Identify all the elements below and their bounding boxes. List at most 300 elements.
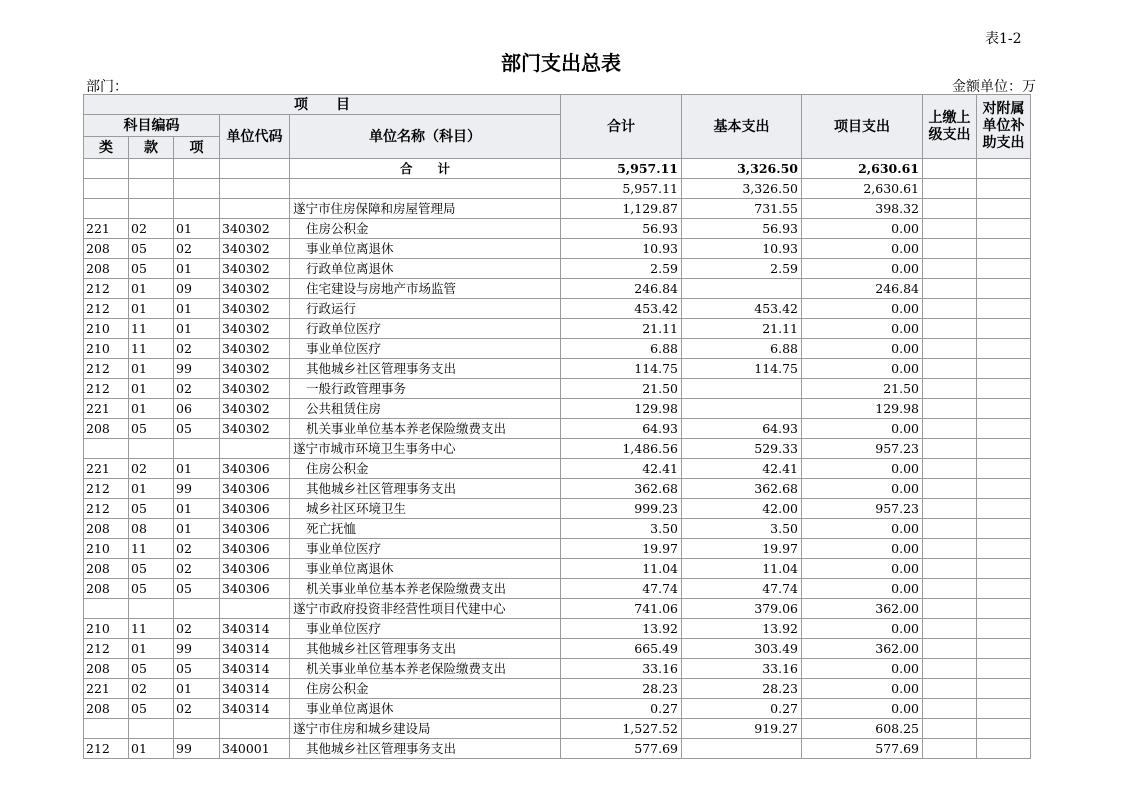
subsidy-cell xyxy=(977,299,1031,319)
unit-name-cell: 住房公积金 xyxy=(290,679,561,699)
class-cell: 212 xyxy=(84,359,129,379)
project-cell: 0.00 xyxy=(802,319,923,339)
basic-cell: 13.92 xyxy=(682,619,802,639)
basic-cell xyxy=(682,279,802,299)
section-cell: 11 xyxy=(129,339,174,359)
class-cell: 212 xyxy=(84,299,129,319)
table-row xyxy=(84,639,1031,659)
table-row xyxy=(84,339,1031,359)
project-cell: 0.00 xyxy=(802,679,923,699)
item-cell xyxy=(174,439,220,459)
item-cell: 99 xyxy=(174,739,220,759)
item-cell xyxy=(174,599,220,619)
subsidy-cell xyxy=(977,599,1031,619)
basic-cell: 6.88 xyxy=(682,339,802,359)
subsidy-cell xyxy=(977,259,1031,279)
project-cell: 0.00 xyxy=(802,559,923,579)
unit-code-cell: 340302 xyxy=(220,339,290,359)
class-cell xyxy=(84,599,129,619)
unit-name-cell: 事业单位离退休 xyxy=(290,559,561,579)
subsidy-cell xyxy=(977,219,1031,239)
class-cell: 208 xyxy=(84,259,129,279)
project-cell: 0.00 xyxy=(802,519,923,539)
header-subsidy: 对附属单位补助支出 xyxy=(977,95,1031,159)
upper-cell xyxy=(923,579,977,599)
total-cell: 129.98 xyxy=(561,399,682,419)
table-number: 表1-2 xyxy=(985,31,1022,47)
section-cell: 11 xyxy=(129,319,174,339)
basic-cell: 56.93 xyxy=(682,219,802,239)
total-cell: 999.23 xyxy=(561,499,682,519)
total-cell: 10.93 xyxy=(561,239,682,259)
unit-code-cell: 340302 xyxy=(220,359,290,379)
section-cell: 11 xyxy=(129,619,174,639)
upper-cell xyxy=(923,479,977,499)
unit-code-cell: 340306 xyxy=(220,539,290,559)
item-cell xyxy=(174,719,220,739)
section-cell xyxy=(129,439,174,459)
header-subject-code: 科目编码 xyxy=(84,115,220,137)
table-row xyxy=(84,539,1031,559)
unit-code-cell: 340001 xyxy=(220,739,290,759)
basic-cell: 731.55 xyxy=(682,199,802,219)
basic-cell: 3,326.50 xyxy=(682,179,802,199)
unit-code-cell xyxy=(220,599,290,619)
item-cell: 06 xyxy=(174,399,220,419)
unit-code-cell: 340302 xyxy=(220,259,290,279)
total-cell: 21.11 xyxy=(561,319,682,339)
section-cell: 01 xyxy=(129,359,174,379)
basic-cell: 21.11 xyxy=(682,319,802,339)
unit-code-cell: 340302 xyxy=(220,399,290,419)
total-cell: 362.68 xyxy=(561,479,682,499)
upper-cell xyxy=(923,459,977,479)
unit-code-cell: 340306 xyxy=(220,559,290,579)
section-cell: 05 xyxy=(129,659,174,679)
basic-cell: 362.68 xyxy=(682,479,802,499)
section-cell xyxy=(129,179,174,199)
upper-cell xyxy=(923,639,977,659)
basic-cell: 64.93 xyxy=(682,419,802,439)
project-cell: 0.00 xyxy=(802,339,923,359)
class-cell: 221 xyxy=(84,219,129,239)
upper-cell xyxy=(923,199,977,219)
header-section: 款 xyxy=(129,137,174,159)
total-cell: 64.93 xyxy=(561,419,682,439)
unit-code-cell: 340314 xyxy=(220,639,290,659)
subsidy-cell xyxy=(977,199,1031,219)
class-cell: 212 xyxy=(84,279,129,299)
subsidy-cell xyxy=(977,339,1031,359)
subsidy-cell xyxy=(977,179,1031,199)
project-cell: 0.00 xyxy=(802,479,923,499)
project-cell: 577.69 xyxy=(802,739,923,759)
unit-name-cell: 机关事业单位基本养老保险缴费支出 xyxy=(290,659,561,679)
section-cell: 02 xyxy=(129,459,174,479)
unit-subtotal-row xyxy=(84,439,1031,459)
class-cell: 208 xyxy=(84,559,129,579)
class-cell: 221 xyxy=(84,679,129,699)
project-cell: 957.23 xyxy=(802,439,923,459)
header-class: 类 xyxy=(84,137,129,159)
basic-cell: 28.23 xyxy=(682,679,802,699)
header-item-col: 项 xyxy=(174,137,220,159)
upper-cell xyxy=(923,239,977,259)
section-cell: 02 xyxy=(129,679,174,699)
basic-cell: 2.59 xyxy=(682,259,802,279)
class-cell: 212 xyxy=(84,499,129,519)
project-cell: 0.00 xyxy=(802,659,923,679)
upper-cell xyxy=(923,179,977,199)
unit-subtotal-row xyxy=(84,719,1031,739)
unit-code-cell: 340306 xyxy=(220,499,290,519)
table-row xyxy=(84,239,1031,259)
basic-cell: 47.74 xyxy=(682,579,802,599)
class-cell: 210 xyxy=(84,619,129,639)
table-row xyxy=(84,679,1031,699)
unit-name-cell: 事业单位离退休 xyxy=(290,699,561,719)
class-cell: 208 xyxy=(84,659,129,679)
basic-cell xyxy=(682,739,802,759)
upper-cell xyxy=(923,259,977,279)
basic-cell xyxy=(682,399,802,419)
project-cell: 0.00 xyxy=(802,219,923,239)
section-cell: 05 xyxy=(129,559,174,579)
class-cell xyxy=(84,179,129,199)
total-cell: 47.74 xyxy=(561,579,682,599)
table-row xyxy=(84,399,1031,419)
class-cell: 212 xyxy=(84,639,129,659)
table-cell xyxy=(129,159,174,179)
class-cell: 208 xyxy=(84,419,129,439)
unit-name-cell: 遂宁市住房保障和房屋管理局 xyxy=(290,199,561,219)
subsidy-cell xyxy=(977,459,1031,479)
item-cell: 05 xyxy=(174,419,220,439)
unit-name-cell xyxy=(290,179,561,199)
unit-code-cell: 340306 xyxy=(220,519,290,539)
class-cell xyxy=(84,199,129,219)
class-cell: 208 xyxy=(84,699,129,719)
table-row xyxy=(84,279,1031,299)
project-cell: 0.00 xyxy=(802,419,923,439)
table-row xyxy=(84,499,1031,519)
class-cell: 210 xyxy=(84,319,129,339)
upper-cell xyxy=(923,319,977,339)
upper-cell xyxy=(923,339,977,359)
subsidy-cell xyxy=(977,239,1031,259)
upper-cell xyxy=(923,719,977,739)
class-cell: 221 xyxy=(84,399,129,419)
table-body xyxy=(84,159,1031,759)
amount-unit-label: 金额单位：万 xyxy=(952,79,1036,95)
basic-cell: 114.75 xyxy=(682,359,802,379)
unit-code-cell: 340302 xyxy=(220,219,290,239)
project-cell: 0.00 xyxy=(802,539,923,559)
unit-code-cell: 340306 xyxy=(220,479,290,499)
unit-code-cell xyxy=(220,439,290,459)
item-cell: 02 xyxy=(174,239,220,259)
item-cell: 02 xyxy=(174,339,220,359)
table-header xyxy=(84,95,1031,159)
project-cell: 0.00 xyxy=(802,359,923,379)
unit-code-cell: 340314 xyxy=(220,679,290,699)
section-cell: 02 xyxy=(129,219,174,239)
section-cell: 05 xyxy=(129,579,174,599)
section-cell: 05 xyxy=(129,699,174,719)
class-cell: 212 xyxy=(84,479,129,499)
unit-name-cell: 事业单位医疗 xyxy=(290,539,561,559)
unit-code-cell: 340302 xyxy=(220,239,290,259)
project-cell: 0.00 xyxy=(802,259,923,279)
project-cell: 2,630.61 xyxy=(802,179,923,199)
unit-code-cell xyxy=(220,199,290,219)
item-cell: 02 xyxy=(174,699,220,719)
unit-name-cell: 事业单位医疗 xyxy=(290,339,561,359)
total-cell: 1,527.52 xyxy=(561,719,682,739)
class-cell: 221 xyxy=(84,459,129,479)
upper-cell xyxy=(923,399,977,419)
unit-code-cell: 340302 xyxy=(220,319,290,339)
class-cell xyxy=(84,439,129,459)
upper-cell xyxy=(923,699,977,719)
project-cell: 0.00 xyxy=(802,619,923,639)
upper-cell xyxy=(923,299,977,319)
subsidy-cell xyxy=(977,559,1031,579)
total-cell: 42.41 xyxy=(561,459,682,479)
upper-cell xyxy=(923,559,977,579)
project-cell: 0.00 xyxy=(802,459,923,479)
total-row xyxy=(84,159,1031,179)
basic-cell: 0.27 xyxy=(682,699,802,719)
subsidy-cell xyxy=(977,719,1031,739)
subsidy-cell xyxy=(977,619,1031,639)
total-cell: 741.06 xyxy=(561,599,682,619)
project-cell: 0.00 xyxy=(802,299,923,319)
section-cell: 01 xyxy=(129,639,174,659)
class-cell: 210 xyxy=(84,339,129,359)
table-row xyxy=(84,659,1031,679)
unit-code-cell: 340306 xyxy=(220,579,290,599)
subsidy-cell xyxy=(977,639,1031,659)
item-cell: 01 xyxy=(174,459,220,479)
table-row xyxy=(84,259,1031,279)
upper-cell xyxy=(923,519,977,539)
basic-cell: 19.97 xyxy=(682,539,802,559)
project-cell: 362.00 xyxy=(802,639,923,659)
class-cell: 210 xyxy=(84,539,129,559)
project-cell: 129.98 xyxy=(802,399,923,419)
upper-cell xyxy=(923,219,977,239)
subsidy-cell xyxy=(977,579,1031,599)
subsidy-cell xyxy=(977,659,1031,679)
total-cell: 577.69 xyxy=(561,739,682,759)
unit-name-cell: 其他城乡社区管理事务支出 xyxy=(290,359,561,379)
section-cell: 01 xyxy=(129,739,174,759)
basic-cell: 919.27 xyxy=(682,719,802,739)
section-cell xyxy=(129,719,174,739)
unit-name-cell: 住宅建设与房地产市场监管 xyxy=(290,279,561,299)
total-cell: 11.04 xyxy=(561,559,682,579)
table-cell xyxy=(84,159,129,179)
project-cell: 21.50 xyxy=(802,379,923,399)
subsidy-cell xyxy=(977,499,1031,519)
basic-cell: 379.06 xyxy=(682,599,802,619)
basic-cell xyxy=(682,379,802,399)
basic-cell: 42.41 xyxy=(682,459,802,479)
section-cell: 11 xyxy=(129,539,174,559)
unit-subtotal-row xyxy=(84,179,1031,199)
header-upper: 上缴上级支出 xyxy=(923,95,977,159)
total-cell: 453.42 xyxy=(561,299,682,319)
project-cell: 0.00 xyxy=(802,239,923,259)
project-cell: 0.00 xyxy=(802,579,923,599)
section-cell xyxy=(129,199,174,219)
item-cell: 05 xyxy=(174,579,220,599)
table-row xyxy=(84,579,1031,599)
header-basic: 基本支出 xyxy=(682,95,802,159)
section-cell: 08 xyxy=(129,519,174,539)
upper-cell xyxy=(923,499,977,519)
unit-name-cell: 事业单位医疗 xyxy=(290,619,561,639)
total-cell: 3.50 xyxy=(561,519,682,539)
unit-code-cell: 340314 xyxy=(220,699,290,719)
project-cell: 246.84 xyxy=(802,279,923,299)
item-cell: 01 xyxy=(174,299,220,319)
item-cell: 02 xyxy=(174,379,220,399)
section-cell: 01 xyxy=(129,379,174,399)
class-cell: 208 xyxy=(84,239,129,259)
project-cell: 362.00 xyxy=(802,599,923,619)
unit-name-cell: 住房公积金 xyxy=(290,219,561,239)
section-cell: 05 xyxy=(129,419,174,439)
upper-cell xyxy=(923,419,977,439)
class-cell xyxy=(84,719,129,739)
total-cell: 5,957.11 xyxy=(561,179,682,199)
unit-name-cell: 行政单位医疗 xyxy=(290,319,561,339)
unit-subtotal-row xyxy=(84,199,1031,219)
subsidy-cell xyxy=(977,419,1031,439)
basic-cell: 453.42 xyxy=(682,299,802,319)
total-label: 合 计 xyxy=(290,159,561,179)
table-cell xyxy=(977,159,1031,179)
unit-name-cell: 其他城乡社区管理事务支出 xyxy=(290,739,561,759)
total-basic: 3,326.50 xyxy=(682,159,802,179)
department-label: 部门： xyxy=(86,79,128,95)
unit-name-cell: 机关事业单位基本养老保险缴费支出 xyxy=(290,579,561,599)
section-cell: 01 xyxy=(129,479,174,499)
table-cell xyxy=(220,159,290,179)
unit-name-cell: 其他城乡社区管理事务支出 xyxy=(290,639,561,659)
class-cell: 212 xyxy=(84,379,129,399)
unit-name-cell: 行政运行 xyxy=(290,299,561,319)
total-cell: 114.75 xyxy=(561,359,682,379)
header-project: 项目支出 xyxy=(802,95,923,159)
subsidy-cell xyxy=(977,479,1031,499)
table-cell xyxy=(174,159,220,179)
total-cell: 21.50 xyxy=(561,379,682,399)
total-cell: 2.59 xyxy=(561,259,682,279)
total-cell: 13.92 xyxy=(561,619,682,639)
item-cell: 02 xyxy=(174,619,220,639)
project-cell: 608.25 xyxy=(802,719,923,739)
table-row xyxy=(84,479,1031,499)
unit-name-cell: 公共租赁住房 xyxy=(290,399,561,419)
header-item: 项 目 xyxy=(84,95,561,115)
item-cell xyxy=(174,199,220,219)
header-unit-name: 单位名称（科目） xyxy=(290,115,561,159)
table-row xyxy=(84,419,1031,439)
item-cell: 01 xyxy=(174,259,220,279)
unit-name-cell: 死亡抚恤 xyxy=(290,519,561,539)
project-cell: 957.23 xyxy=(802,499,923,519)
unit-name-cell: 行政单位离退休 xyxy=(290,259,561,279)
unit-subtotal-row xyxy=(84,599,1031,619)
subsidy-cell xyxy=(977,399,1031,419)
unit-name-cell: 遂宁市政府投资非经营性项目代建中心 xyxy=(290,599,561,619)
total-cell: 1,129.87 xyxy=(561,199,682,219)
unit-code-cell: 340306 xyxy=(220,459,290,479)
basic-cell: 10.93 xyxy=(682,239,802,259)
upper-cell xyxy=(923,659,977,679)
section-cell: 01 xyxy=(129,279,174,299)
table-row xyxy=(84,299,1031,319)
upper-cell xyxy=(923,739,977,759)
basic-cell: 3.50 xyxy=(682,519,802,539)
section-cell: 01 xyxy=(129,399,174,419)
item-cell: 02 xyxy=(174,559,220,579)
unit-code-cell: 340314 xyxy=(220,619,290,639)
upper-cell xyxy=(923,539,977,559)
subsidy-cell xyxy=(977,539,1031,559)
item-cell: 01 xyxy=(174,679,220,699)
subsidy-cell xyxy=(977,279,1031,299)
section-cell: 01 xyxy=(129,299,174,319)
section-cell xyxy=(129,599,174,619)
total-cell: 665.49 xyxy=(561,639,682,659)
subsidy-cell xyxy=(977,699,1031,719)
table-row xyxy=(84,559,1031,579)
item-cell: 01 xyxy=(174,519,220,539)
section-cell: 05 xyxy=(129,499,174,519)
total-cell: 6.88 xyxy=(561,339,682,359)
item-cell: 01 xyxy=(174,319,220,339)
item-cell: 05 xyxy=(174,659,220,679)
unit-code-cell: 340302 xyxy=(220,299,290,319)
total-amount: 5,957.11 xyxy=(561,159,682,179)
unit-name-cell: 一般行政管理事务 xyxy=(290,379,561,399)
total-cell: 1,486.56 xyxy=(561,439,682,459)
total-project: 2,630.61 xyxy=(802,159,923,179)
table-row xyxy=(84,219,1031,239)
subsidy-cell xyxy=(977,519,1031,539)
class-cell: 208 xyxy=(84,579,129,599)
table-row xyxy=(84,519,1031,539)
unit-name-cell: 事业单位离退休 xyxy=(290,239,561,259)
page-title: 部门支出总表 xyxy=(501,51,621,75)
total-cell: 56.93 xyxy=(561,219,682,239)
basic-cell: 33.16 xyxy=(682,659,802,679)
item-cell: 99 xyxy=(174,479,220,499)
unit-code-cell: 340302 xyxy=(220,279,290,299)
basic-cell: 11.04 xyxy=(682,559,802,579)
class-cell: 212 xyxy=(84,739,129,759)
item-cell: 02 xyxy=(174,539,220,559)
upper-cell xyxy=(923,599,977,619)
unit-code-cell xyxy=(220,719,290,739)
basic-cell: 529.33 xyxy=(682,439,802,459)
unit-name-cell: 城乡社区环境卫生 xyxy=(290,499,561,519)
total-cell: 0.27 xyxy=(561,699,682,719)
